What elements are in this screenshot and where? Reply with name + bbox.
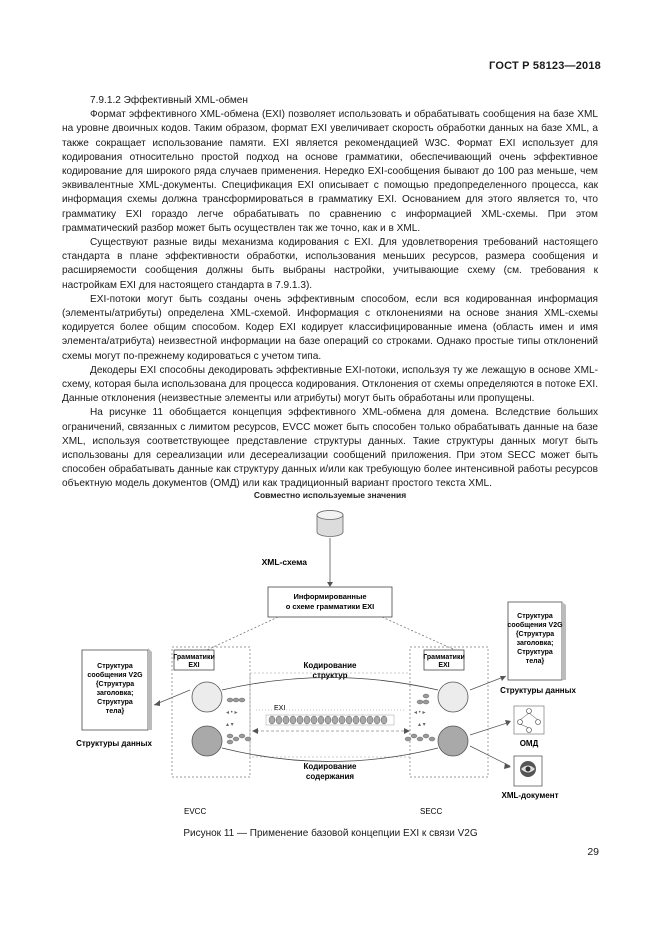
left-box-line-4: заголовка;: [96, 690, 134, 697]
secc-struct-circle: [438, 682, 468, 712]
struct-coding-label-2: структур: [312, 671, 348, 680]
xml-schema-label: XML-схема: [261, 557, 307, 567]
svg-text:◂ • ▸: ◂ • ▸: [414, 710, 426, 716]
figure-11: [62, 490, 598, 830]
schema-info-line1: Информированные: [293, 592, 367, 601]
paragraph-3: EXI-потоки могут быть созданы очень эффективным способом, если вся кодированная информация (элементы/атрибуты) определена XML-схемой. Информация с отклонениями на основе знания XML-схемы кодируется более общим способом. Кодер EXI кодирует классифицированные имена (область имен и имя элемента/атрибута) неизвестной информации на базе операций со строками. Однако простые типы отклонений схемы могут по-прежнему кодироваться с учетом типа.: [62, 293, 598, 362]
left-box-line-6: тела}: [105, 708, 125, 715]
right-data-structures-label: Структуры данных: [500, 686, 576, 695]
left-data-structure-doc: [82, 648, 152, 730]
evcc-content-circle: [192, 726, 222, 756]
page-number: 29: [587, 846, 599, 858]
left-box-line-1: Структура: [97, 663, 133, 670]
secc-label: SECC: [420, 807, 443, 816]
paragraph-2: Существуют разные виды механизма кодирования с EXI. Для удовлетворения требований настоящего стандарта в плане эффективности обработки, использования меньших ресурсов, размера сообщения и расширяемости сообщения должны быть выбраны настройки, учитывающие схему (см. требования к настройкам EXI для настоящего стандарта в 7.9.1.3).: [62, 237, 598, 291]
left-box-line-3: {Структура: [95, 681, 135, 688]
grammar-right-line1: Грамматики: [423, 654, 465, 661]
exi-stream-label: EXI: [274, 705, 286, 712]
figure-caption: Рисунок 11 — Применение базовой концепции EXI к связи V2G: [183, 828, 478, 839]
xml-document-icon: [514, 756, 542, 786]
left-box-line-2: сообщения V2G: [87, 672, 143, 679]
right-box-line-5: Структура: [517, 649, 553, 656]
svg-text:◂ • ▸: ◂ • ▸: [226, 710, 238, 716]
figure-title: Совместно используемые значения: [253, 490, 407, 500]
document-header: ГОСТ Р 58123—2018: [489, 60, 601, 72]
content-coding-label-1: Кодирование: [303, 762, 357, 771]
body-text: [62, 94, 598, 492]
database-icon: [317, 511, 343, 537]
svg-text:▴ ▾: ▴ ▾: [226, 722, 234, 728]
evcc-label: EVCC: [184, 807, 207, 816]
exi-diagram: [62, 490, 598, 830]
schema-info-line2: о схеме грамматики EXI: [285, 602, 375, 611]
right-box-line-1: Структура: [517, 613, 553, 620]
right-box-line-4: заголовка;: [516, 640, 554, 647]
xml-document-label: XML-документ: [501, 791, 559, 800]
svg-text:▴ ▾: ▴ ▾: [418, 722, 426, 728]
omd-label: ОМД: [519, 739, 539, 748]
paragraph-5: На рисунке 11 обобщается концепция эффективного XML-обмена для домена. Вследствие больших ограничений, связанных с лимитом ресурсов, EVCC может быть способен только обрабатывать данные на базе XML, используя соответствующее представление структуры данных. Такие структуры данных могут быть использованы для сереализации или десереализации сообщений приложения. При этом SECC может быть способен обрабатывать данные как структуру данных и/или как требующую более интенсивной работы ресурсов объектную модель документов (ОМД) или как традиционный вариант простого текста XML.: [62, 407, 598, 490]
exi-stream: [252, 710, 410, 734]
secc-content-circle: [438, 726, 468, 756]
paragraph-1: Формат эффективного XML-обмена (EXI) позволяет использовать и обрабатывать сообщения на базе XML на уровне двоичных кодов. Таким образом, формат EXI увеличивает скорость обработки данных на базе XML, а также сокращает использование памяти. EXI является рекомендацией W3C. Формат EXI использует для кодирования относительно простой подход на основе грамматики, обеспечивающий очень эффективное кодирование для широкого ряда случаев применения. Нередко EXI-сообщения бывают до 100 раз меньше, чем эквивалентные XML-документы. Спецификация EXI описывает с помощью предопределенного процесса, как информация схемы должна трансформироваться в грамматику EXI. Основанием для этого является то, что грамматику EXI гораздо легче обрабатывать по сравнению с информацией XML-схемы. При этом грамматический разбор может быть осуществлен так же точно, как и в XML.: [62, 109, 598, 234]
left-box-line-5: Структура: [97, 699, 133, 706]
paragraph-4: Декодеры EXI способны декодировать эффективные EXI-потоки, используя ту же лежащую в основе XML-схему, которая была использована для процесса кодирования. Отклонения от схемы определяются в потоке EXI. Данные отклонения (неизвестные элементы или атрибуты) могут быть обработаны или пропущены.: [62, 364, 598, 405]
grammar-left-line2: EXI: [188, 662, 200, 669]
right-box-line-2: сообщения V2G: [507, 622, 563, 629]
grammar-left-line1: Грамматики: [173, 654, 215, 661]
content-coding-label-2: содержания: [305, 772, 355, 781]
right-box-line-6: тела}: [525, 658, 545, 665]
right-data-structure-doc: [507, 602, 566, 680]
omd-tree-icon: [514, 706, 544, 734]
evcc-struct-circle: [192, 682, 222, 712]
right-box-line-3: {Структура: [515, 631, 555, 638]
grammar-right-line2: EXI: [438, 662, 450, 669]
left-data-structures-label: Структуры данных: [76, 739, 152, 748]
struct-coding-label-1: Кодирование: [303, 661, 357, 670]
section-heading: 7.9.1.2 Эффективный XML-обмен: [90, 95, 248, 106]
